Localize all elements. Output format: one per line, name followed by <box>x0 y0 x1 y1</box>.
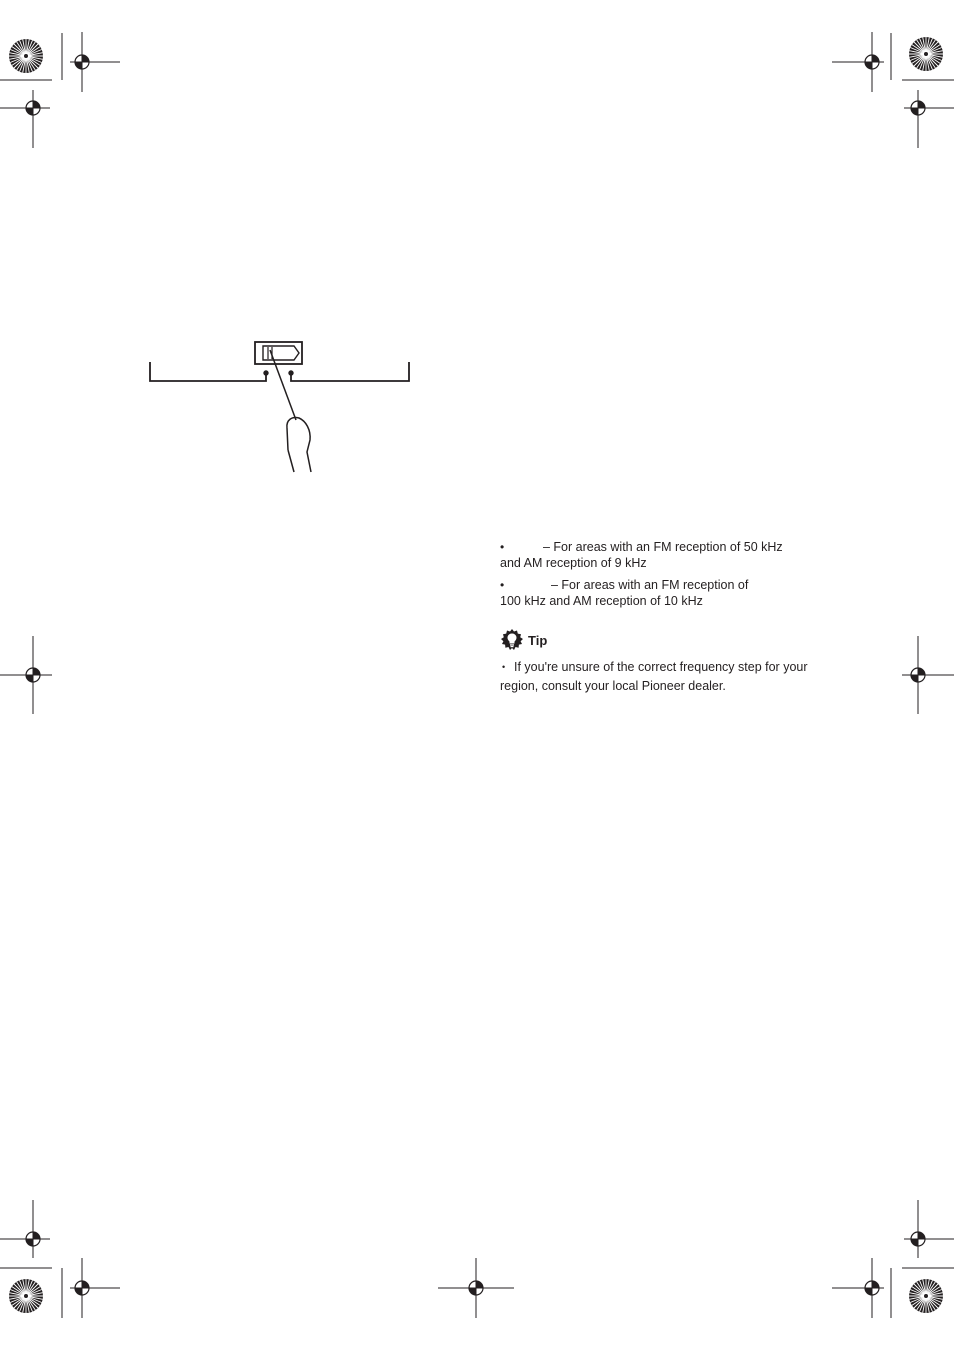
switch-position-dot-left <box>264 371 268 375</box>
registration-mark-top-left-2 <box>26 101 40 115</box>
tip-bullet: • <box>502 662 506 672</box>
registration-mark-bottom-center <box>469 1281 483 1295</box>
registration-mark-bottom-right-2 <box>865 1281 879 1295</box>
step-2-line-2: 100 kHz and AM reception of 10 kHz <box>500 594 703 608</box>
tip-label: Tip <box>528 632 548 648</box>
tip-text-line-2: region, consult your local Pioneer dealer. <box>500 679 726 693</box>
starburst-mark-top-right <box>909 37 943 71</box>
registration-mark-top-right-1 <box>865 55 879 69</box>
step-bullet-1: • <box>500 540 505 554</box>
registration-mark-bottom-left-2 <box>75 1281 89 1295</box>
registration-mark-top-right-2 <box>911 101 925 115</box>
step-1-line-1: – For areas with an FM reception of 50 kHz <box>543 540 783 554</box>
registration-mark-middle-left <box>26 668 40 682</box>
registration-mark-bottom-right-1 <box>911 1232 925 1246</box>
registration-mark-bottom-left-1 <box>26 1232 40 1246</box>
registration-mark-top-left-1 <box>75 55 89 69</box>
starburst-mark-top-left <box>9 39 43 73</box>
starburst-mark-bottom-right <box>909 1279 943 1313</box>
tip-text-line-1: If you're unsure of the correct frequency step for your <box>514 660 808 674</box>
step-bullet-2: • <box>500 578 505 592</box>
tip-header <box>500 628 547 652</box>
registration-mark-middle-right <box>911 668 925 682</box>
screwdriver-handle <box>287 417 311 472</box>
tip-lightbulb-icon <box>500 628 524 652</box>
switch-position-dot-right <box>289 371 293 375</box>
switch-illustration <box>150 342 409 472</box>
step-2-line-1: – For areas with an FM reception of <box>551 578 749 592</box>
step-1-line-2: and AM reception of 9 kHz <box>500 556 647 570</box>
starburst-mark-bottom-left <box>9 1279 43 1313</box>
crop-marks-middle <box>0 636 954 714</box>
